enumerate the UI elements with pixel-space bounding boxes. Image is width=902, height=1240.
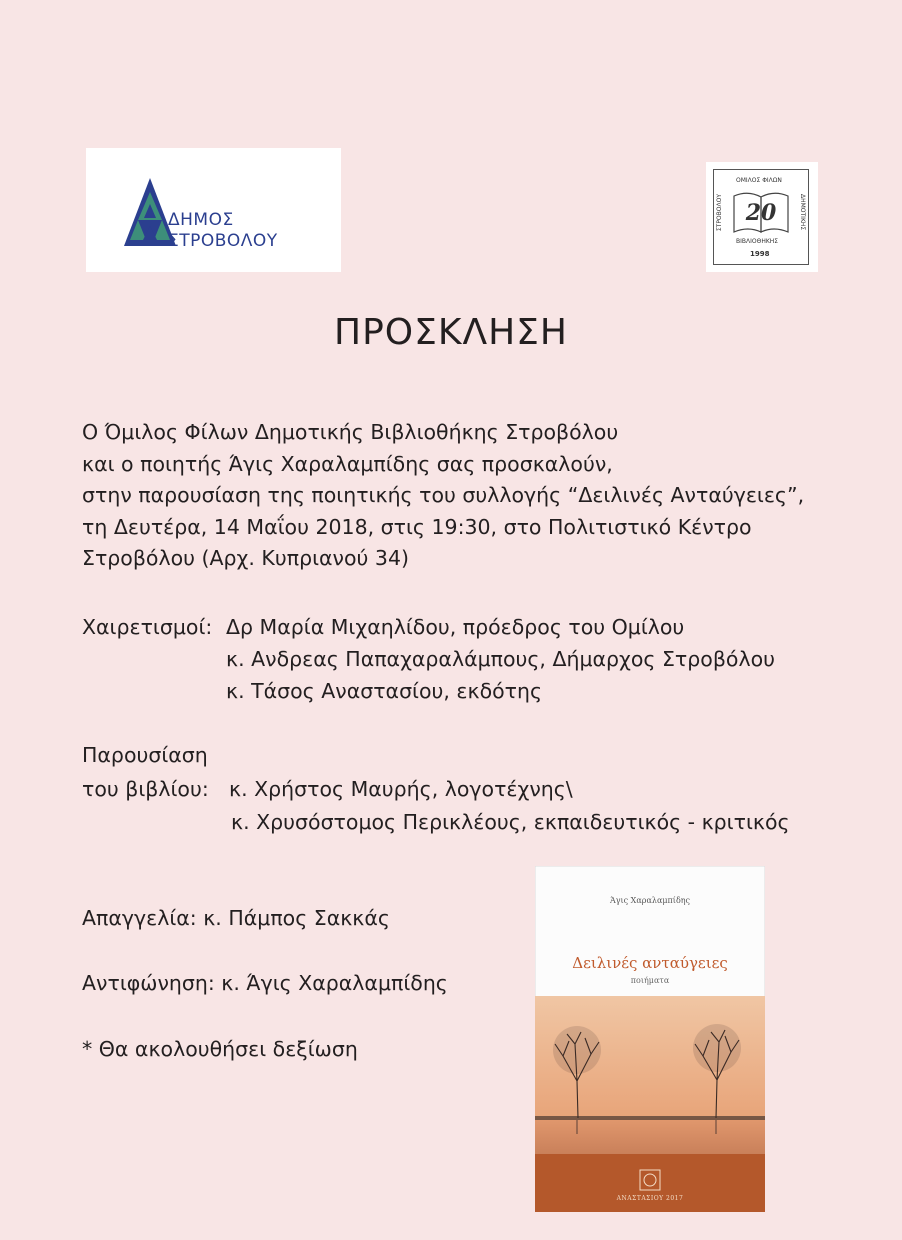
book-cover-artwork (535, 866, 765, 1212)
club-logo-left-text: ΣΤΡΟΒΟΛΟΥ (716, 194, 723, 232)
presenter-1: κ. Χρήστος Μαυρής, λογοτέχνης\ (229, 777, 573, 801)
dimos-strovolou-logo (86, 148, 341, 272)
club-logo-frame (713, 169, 809, 265)
greetings-label: Χαιρετισμοί: (82, 615, 213, 639)
reception-note: * Θα ακολουθήσει δεξίωση (82, 1037, 358, 1061)
intro-line: Στροβόλου (Αρχ. Κυπριανού 34) (82, 546, 409, 571)
dimos-logo-line1: ΔΗΜΟΣ (168, 210, 234, 230)
intro-paragraph (82, 417, 804, 575)
dimos-logo-line2: ΣΤΡΟΒΟΛΟΥ (168, 231, 278, 251)
greetings-speaker-1: Δρ Μαρία Μιχαηλίδου, πρόεδρος του Ομίλου (226, 615, 685, 639)
intro-line: τη Δευτέρα, 14 Μαΐου 2018, στις 19:30, στο Πολιτιστικό Κέντρο (82, 514, 752, 539)
presentation-label-line1: Παρουσίαση (82, 743, 208, 767)
greetings-speaker-2: κ. Ανδρεας Παπαχαραλάμπους, Δήμαρχος Στροβόλου (226, 647, 775, 671)
club-anniversary-logo (706, 162, 818, 272)
greetings-speaker-3: κ. Τάσος Αναστασίου, εκδότης (226, 679, 543, 703)
club-logo-bottom-text: ΒΙΒΛΙΟΘΗΚΗΣ (736, 238, 779, 245)
book-author: Άγις Χαραλαμπίδης (609, 896, 691, 905)
club-logo-right-text: ΔΗΜΟΤΙΚΗΣ (799, 194, 806, 231)
dimos-logo-text (168, 210, 278, 252)
book-cover-image (535, 866, 765, 1212)
recitation-line: Απαγγελία: κ. Πάμπος Σακκάς (82, 906, 390, 930)
book-title: Δειλινές ανταύγειες (572, 954, 728, 972)
intro-line: Ο Όμιλος Φίλων Δημοτικής Βιβλιοθήκης Στροβόλου (82, 420, 619, 444)
presenter-2: κ. Χρυσόστομος Περικλέους, εκπαιδευτικός - κριτικός (231, 810, 790, 834)
book-subtitle: ποιήματα (630, 976, 670, 985)
response-line: Αντιφώνηση: κ. Άγις Χαραλαμπίδης (82, 971, 448, 995)
intro-line: και ο ποιητής Άγις Χαραλαμπίδης σας προσκαλούν, (82, 451, 613, 476)
book-publisher: ΑΝΑΣΤΑΣΙΟΥ 2017 (616, 1195, 684, 1202)
club-logo-year: 1998 (750, 250, 770, 258)
presentation-label-line2: του βιβλίου: (82, 777, 209, 801)
invitation-title: ΠΡΟΣΚΛΗΣΗ (334, 312, 568, 353)
intro-line: στην παρουσίαση της ποιητικής του συλλογής “Δειλινές Ανταύγειες”, (82, 483, 805, 508)
club-logo-number: 20 (745, 200, 777, 226)
club-logo-top-text: ΟΜΙΛΟΣ ΦΙΛΩΝ (736, 177, 782, 184)
